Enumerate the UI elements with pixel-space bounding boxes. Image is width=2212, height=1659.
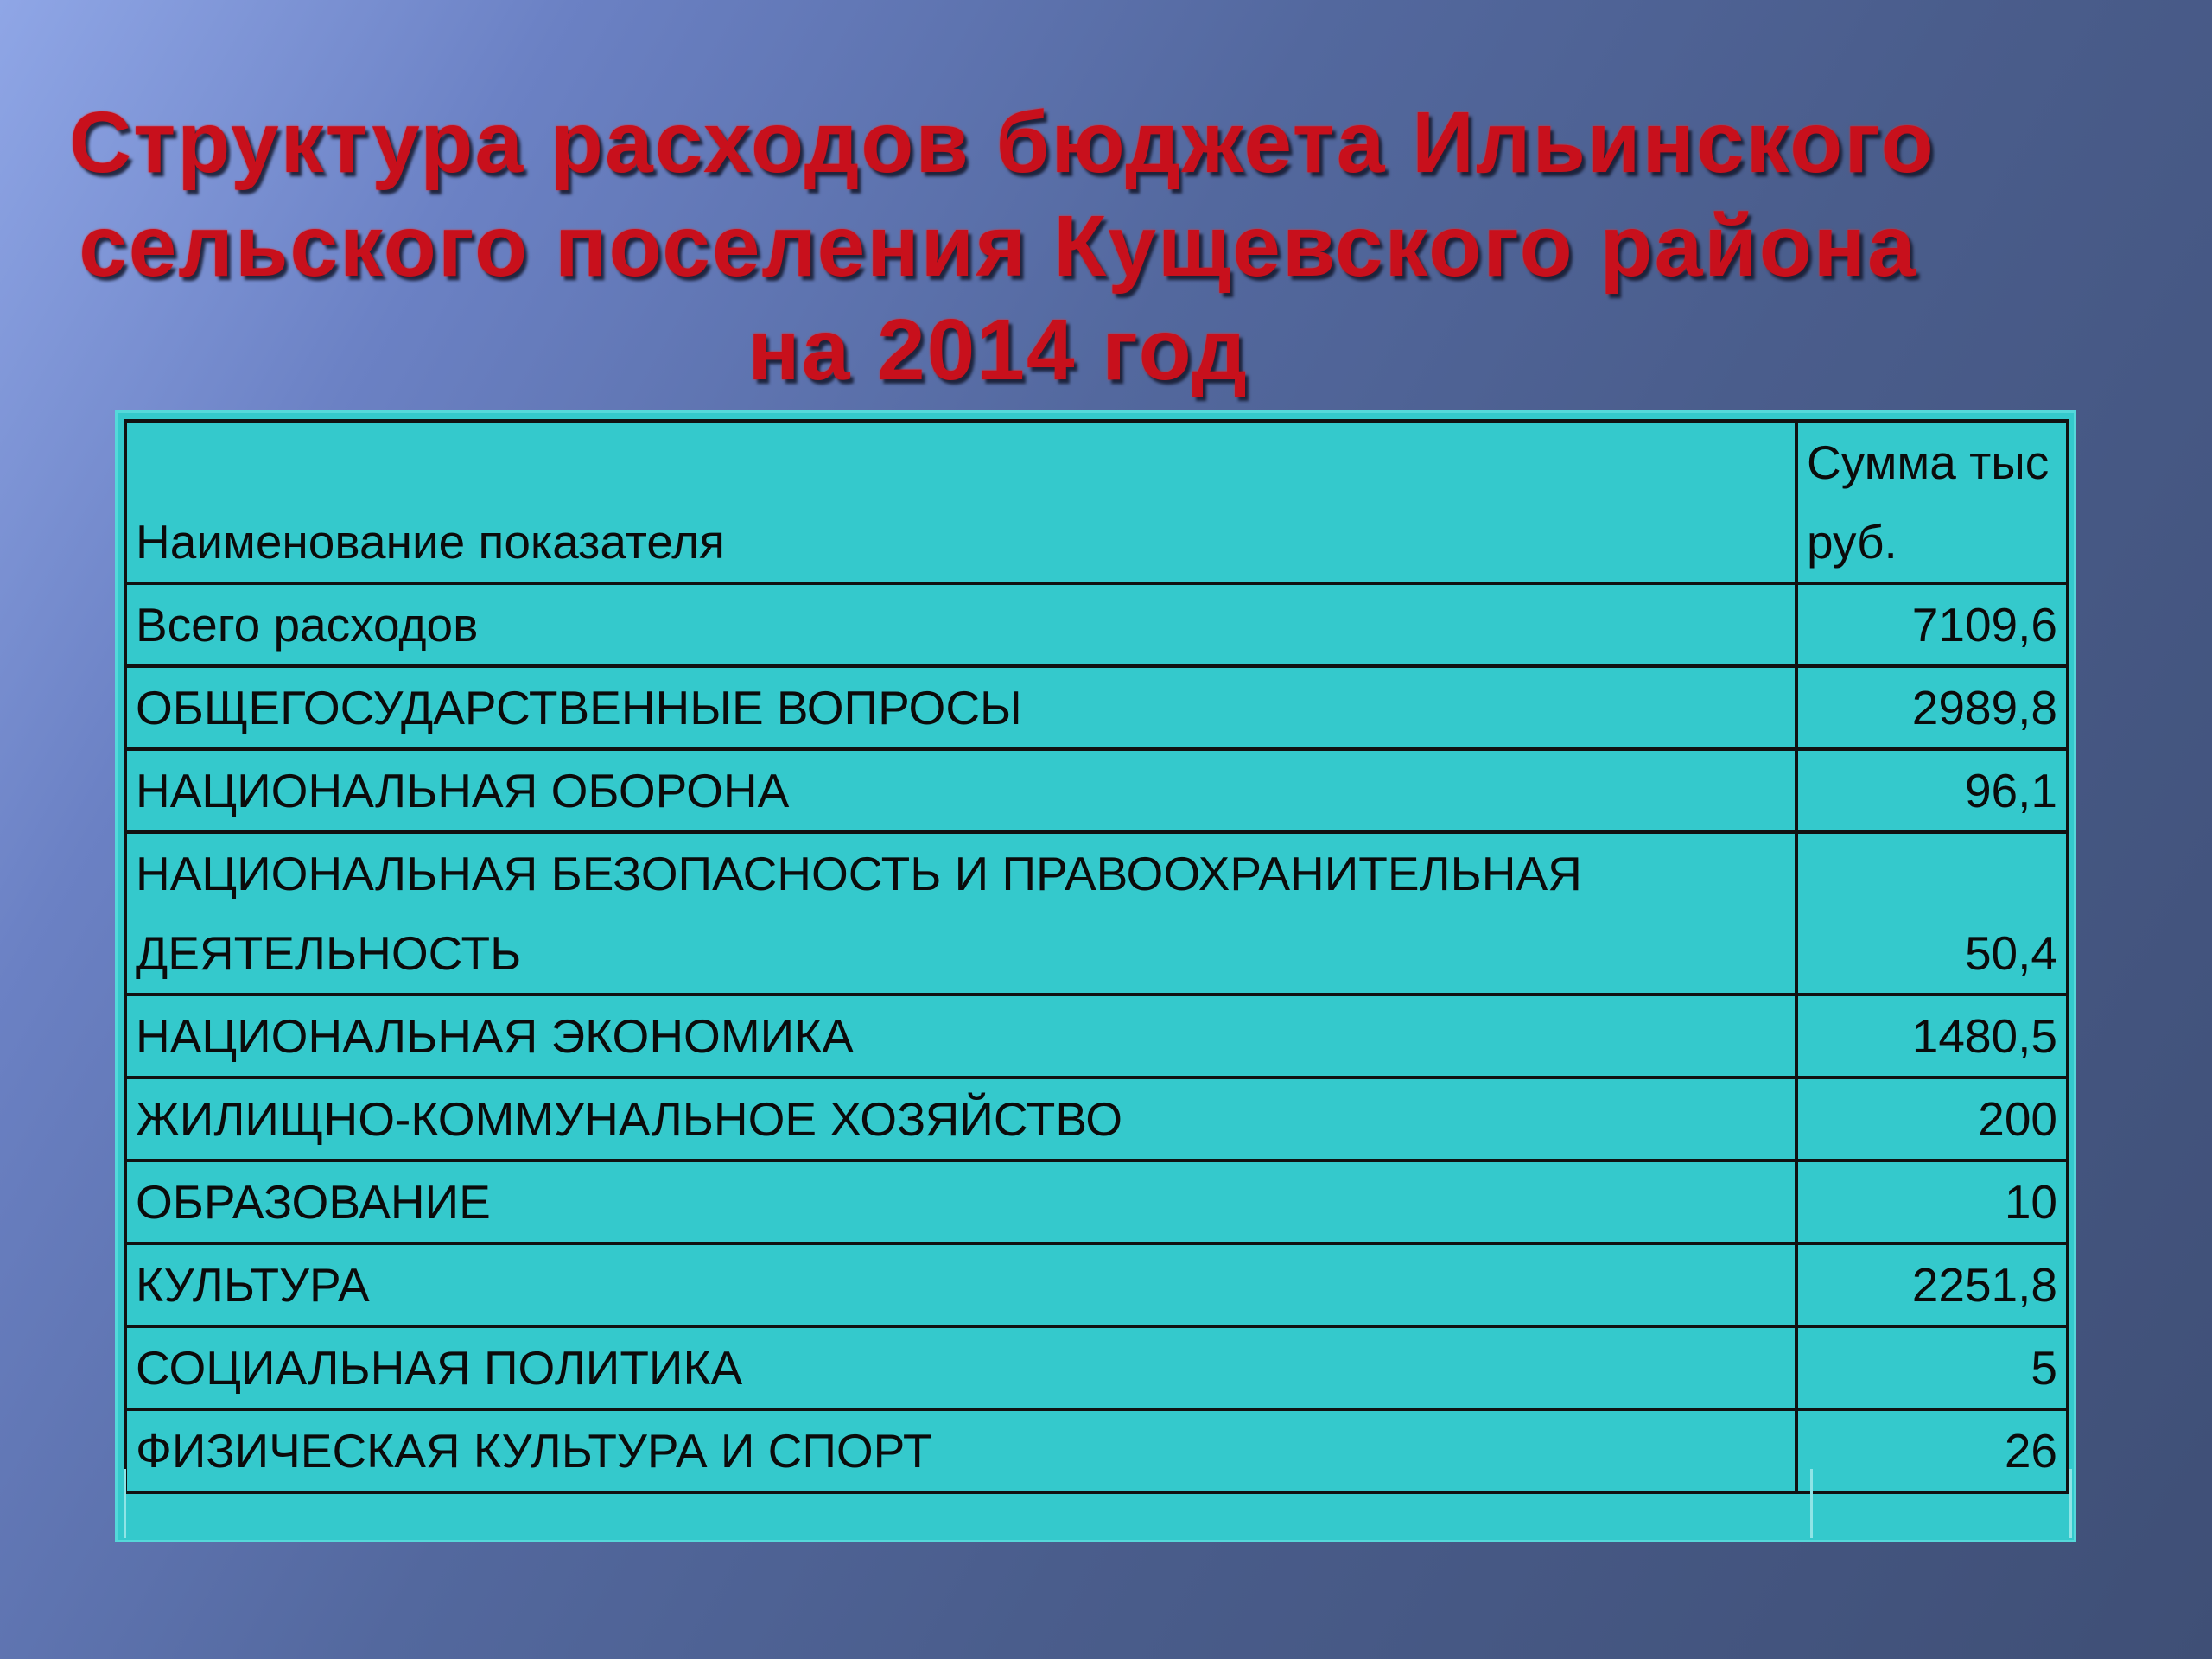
budget-table-container bbox=[115, 410, 2076, 1542]
empty-value-cell bbox=[1810, 1469, 2072, 1538]
row-name-cell: Всего расходов bbox=[125, 583, 1796, 666]
row-name-cell: КУЛЬТУРА bbox=[125, 1243, 1796, 1326]
row-name-cell: НАЦИОНАЛЬНАЯ ОБОРОНА bbox=[125, 749, 1796, 832]
table-header-row bbox=[125, 421, 2068, 583]
row-value-cell: 10 bbox=[1796, 1160, 2068, 1243]
table-row bbox=[125, 1077, 2068, 1160]
slide-title bbox=[69, 91, 1936, 402]
table-row bbox=[125, 1243, 2068, 1326]
header-value-cell: Сумма тыс руб. bbox=[1796, 421, 2068, 583]
title-line-1: Структура расходов бюджета Ильинского bbox=[69, 94, 1936, 191]
row-value-cell: 2251,8 bbox=[1796, 1243, 2068, 1326]
title-line-3: на 2014 год bbox=[747, 302, 1249, 398]
row-name-cell: ОБЩЕГОСУДАРСТВЕННЫЕ ВОПРОСЫ bbox=[125, 666, 1796, 749]
row-value-cell: 96,1 bbox=[1796, 749, 2068, 832]
row-name-cell: НАЦИОНАЛЬНАЯ БЕЗОПАСНОСТЬ И ПРАВООХРАНИТЕЛЬНАЯ ДЕЯТЕЛЬНОСТЬ bbox=[125, 832, 1796, 995]
table-row bbox=[125, 995, 2068, 1077]
row-name-cell: ФИЗИЧЕСКАЯ КУЛЬТУРА И СПОРТ bbox=[125, 1409, 1796, 1492]
empty-table-row bbox=[124, 1469, 2069, 1538]
row-name-cell: НАЦИОНАЛЬНАЯ ЭКОНОМИКА bbox=[125, 995, 1796, 1077]
empty-name-cell bbox=[124, 1469, 1813, 1538]
table-row bbox=[125, 832, 2068, 995]
title-line-2: сельского поселения Кущевского района bbox=[79, 198, 1917, 295]
row-value-cell: 26 bbox=[1796, 1409, 2068, 1492]
row-name-cell: СОЦИАЛЬНАЯ ПОЛИТИКА bbox=[125, 1326, 1796, 1409]
table-row bbox=[125, 749, 2068, 832]
budget-table bbox=[124, 419, 2069, 1494]
table-row bbox=[125, 1160, 2068, 1243]
table-row bbox=[125, 1326, 2068, 1409]
row-value-cell: 50,4 bbox=[1796, 832, 2068, 995]
row-name-cell: ОБРАЗОВАНИЕ bbox=[125, 1160, 1796, 1243]
table-row bbox=[125, 666, 2068, 749]
row-value-cell: 2989,8 bbox=[1796, 666, 2068, 749]
row-value-cell: 7109,6 bbox=[1796, 583, 2068, 666]
row-name-cell: ЖИЛИЩНО-КОММУНАЛЬНОЕ ХОЗЯЙСТВО bbox=[125, 1077, 1796, 1160]
row-value-cell: 1480,5 bbox=[1796, 995, 2068, 1077]
table-row bbox=[125, 583, 2068, 666]
header-name-cell: Наименование показателя bbox=[125, 421, 1796, 583]
row-value-cell: 5 bbox=[1796, 1326, 2068, 1409]
row-value-cell: 200 bbox=[1796, 1077, 2068, 1160]
